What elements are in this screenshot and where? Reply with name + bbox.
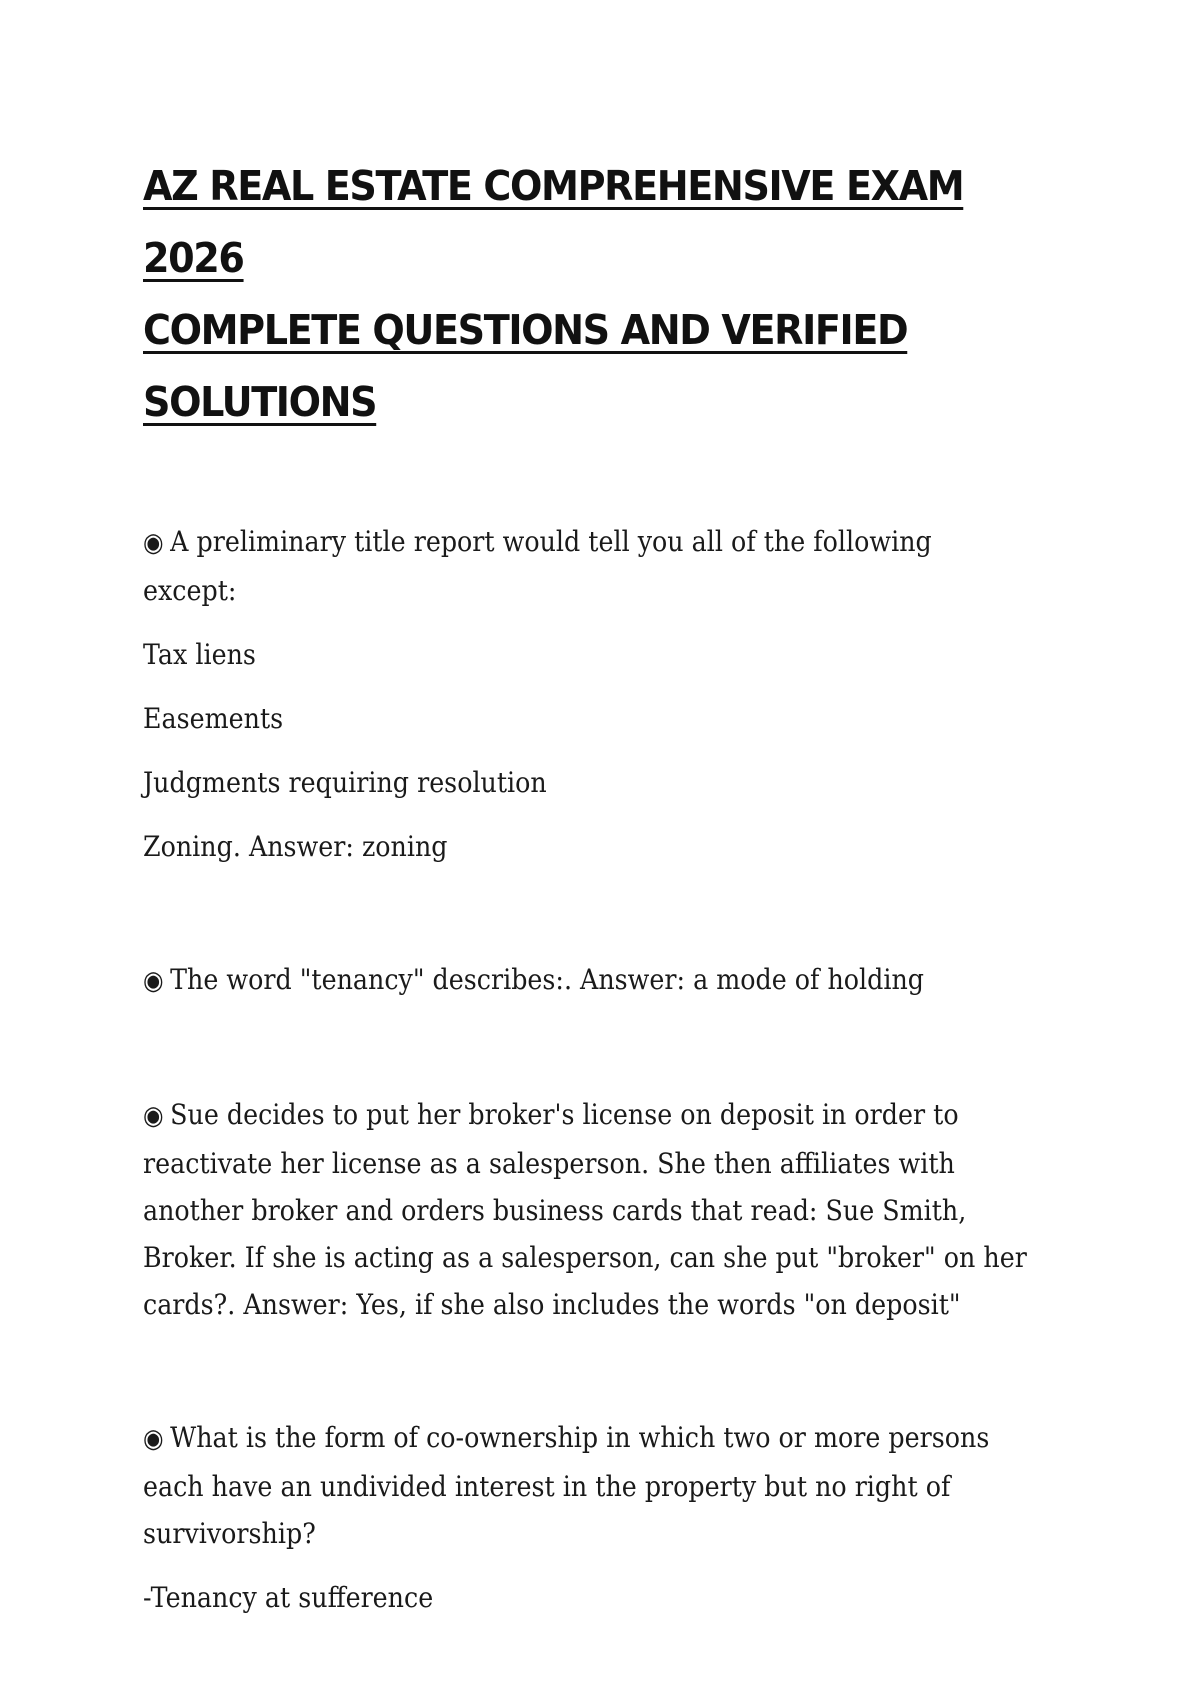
question-text-line: reactivate her license as a salesperson. She then affiliates with xyxy=(143,1147,955,1180)
title-line-1: AZ REAL ESTATE COMPREHENSIVE EXAM 2026 xyxy=(143,162,964,282)
question-4 xyxy=(143,1414,1073,1621)
question-text-line: ◉ A preliminary title report would tell you all of the following xyxy=(143,518,1066,567)
answer-option: Easements xyxy=(143,702,284,735)
radio-bullet-icon: ◉ xyxy=(143,1424,164,1454)
title-line-3: SOLUTIONS xyxy=(143,378,377,426)
question-text-line: ◉ The word "tenancy" describes:. Answer: a mode of holding xyxy=(143,956,1066,1005)
radio-bullet-icon: ◉ xyxy=(143,1101,164,1131)
radio-bullet-icon: ◉ xyxy=(143,966,164,996)
answer-option: Zoning. Answer: zoning xyxy=(143,830,448,863)
question-text-line: Broker. If she is acting as a salesperson, can she put "broker" on her xyxy=(143,1241,1027,1274)
answer-option: -Tenancy at sufference xyxy=(143,1581,434,1614)
question-text-line: another broker and orders business cards that read: Sue Smith, xyxy=(143,1194,967,1227)
question-text-line: ◉ Sue decides to put her broker's license on deposit in order to xyxy=(143,1091,1066,1140)
question-text-line: except: xyxy=(143,574,237,607)
question-text-line: each have an undivided interest in the property but no right of xyxy=(143,1470,951,1503)
document-page xyxy=(143,150,1073,1707)
title-line-2: COMPLETE QUESTIONS AND VERIFIED xyxy=(143,306,908,354)
question-3 xyxy=(143,1091,1073,1328)
answer-option: Tax liens xyxy=(143,638,256,671)
question-text-line: survivorship? xyxy=(143,1517,316,1550)
document-title xyxy=(143,150,1073,438)
question-text-line: cards?. Answer: Yes, if she also includes the words "on deposit" xyxy=(143,1288,961,1321)
question-text-line: ◉ What is the form of co-ownership in which two or more persons xyxy=(143,1414,1066,1463)
radio-bullet-icon: ◉ xyxy=(143,528,164,558)
question-1 xyxy=(143,518,1073,870)
question-2 xyxy=(143,956,1073,1005)
answer-option: Judgments requiring resolution xyxy=(143,766,547,799)
question-list xyxy=(143,518,1073,1621)
